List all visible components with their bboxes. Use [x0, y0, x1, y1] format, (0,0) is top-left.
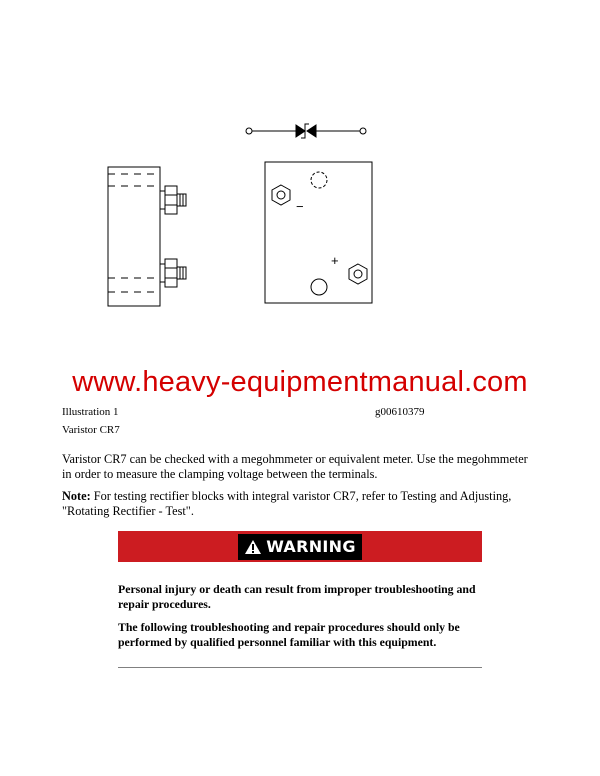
negative-terminal-label: − — [296, 199, 304, 214]
positive-terminal-label: + — [331, 253, 339, 268]
note-text: For testing rectifier blocks with integral varistor CR7, refer to Testing and Adjusting, "Rotating Rectifier - Test". — [62, 489, 512, 518]
warning-label: WARNING — [266, 537, 356, 556]
warning-paragraph-1: Personal injury or death can result from improper troubleshooting and repair procedures. — [118, 582, 476, 611]
illustration-caption: Varistor CR7 — [62, 424, 120, 436]
varistor-symbol — [246, 124, 366, 138]
warning-triangle-icon — [244, 539, 262, 555]
warning-paragraph-2: The following troubleshooting and repair procedures should only be performed by qualified personnel familiar with this equipment. — [118, 620, 460, 649]
rectifier-top-view — [265, 162, 372, 303]
note-label: Note: — [62, 489, 91, 503]
note-paragraph — [62, 489, 532, 519]
warning-label-box — [238, 534, 362, 560]
varistor-diagram — [0, 0, 600, 360]
rectifier-side-view — [108, 167, 186, 306]
watermark: www.heavy-equipmentmanual.com — [72, 366, 528, 398]
divider — [118, 667, 482, 668]
warning-banner — [118, 531, 482, 562]
body-paragraph: Varistor CR7 can be checked with a megohmmeter or equivalent meter. Use the megohmmeter in order to measure the clamping voltage between the terminals. — [62, 452, 528, 481]
illustration-id: g00610379 — [375, 406, 425, 418]
illustration-label: Illustration 1 — [62, 406, 119, 418]
